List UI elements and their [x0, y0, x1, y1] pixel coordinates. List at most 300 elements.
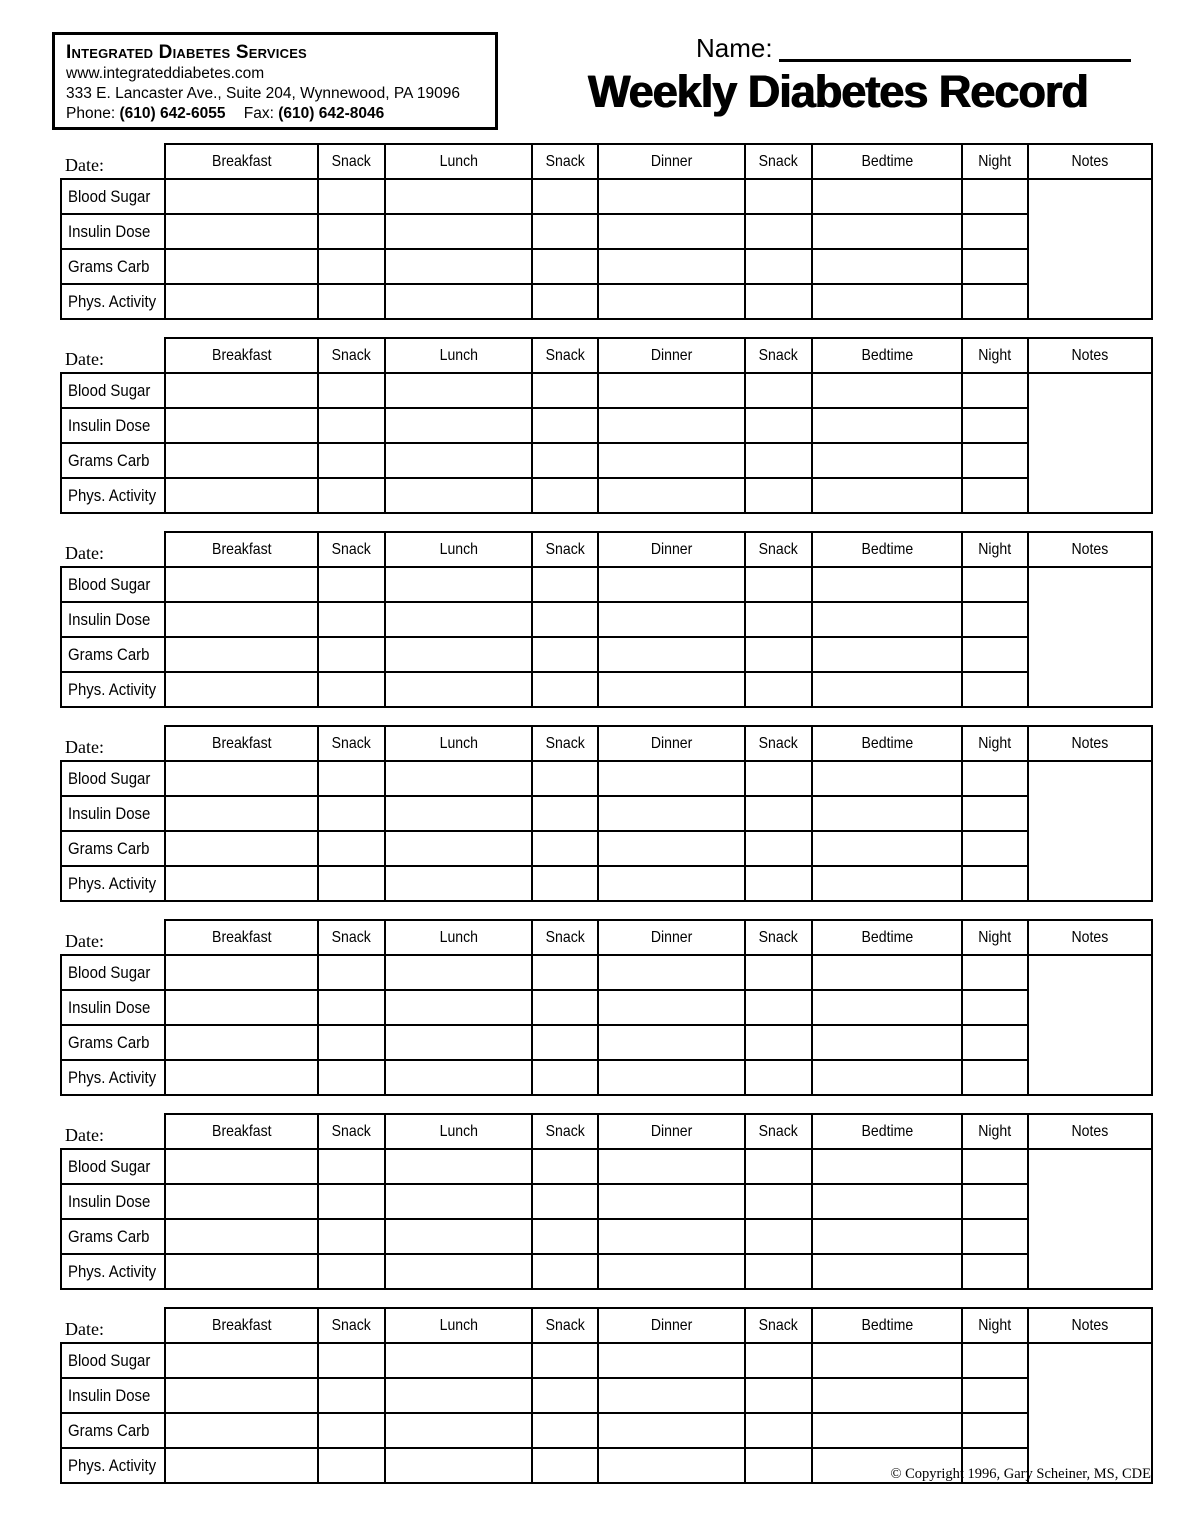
col-header-dinner: Dinner — [598, 726, 745, 761]
entry-cell-insulin-dose-snack-2[interactable] — [532, 796, 598, 831]
entry-cell-grams-carb-snack-3[interactable] — [745, 637, 812, 672]
entry-cell-blood-sugar-snack-1[interactable] — [318, 761, 385, 796]
entry-cell-grams-carb-dinner[interactable] — [598, 637, 745, 672]
col-header-night: Night — [962, 338, 1028, 373]
entry-cell-grams-carb-dinner[interactable] — [598, 1413, 745, 1448]
entry-cell-insulin-dose-dinner[interactable] — [598, 796, 745, 831]
day-record-table — [60, 143, 1153, 320]
entry-cell-phys-activity-breakfast[interactable] — [165, 478, 318, 513]
entry-cell-grams-carb-bedtime[interactable] — [812, 1025, 962, 1060]
row-label-insulin-dose: Insulin Dose — [61, 990, 165, 1025]
entry-cell-phys-activity-bedtime[interactable] — [812, 478, 962, 513]
col-header-breakfast: Breakfast — [165, 920, 318, 955]
entry-cell-insulin-dose-snack-3[interactable] — [745, 1184, 812, 1219]
col-header-lunch: Lunch — [385, 144, 532, 179]
entry-cell-phys-activity-breakfast[interactable] — [165, 866, 318, 901]
entry-cell-blood-sugar-dinner[interactable] — [598, 1343, 745, 1378]
entry-cell-grams-carb-night[interactable] — [962, 249, 1028, 284]
entry-cell-phys-activity-night[interactable] — [962, 478, 1028, 513]
entry-cell-insulin-dose-breakfast[interactable] — [165, 602, 318, 637]
entry-cell-blood-sugar-night[interactable] — [962, 567, 1028, 602]
entry-cell-phys-activity-night[interactable] — [962, 866, 1028, 901]
entry-cell-insulin-dose-bedtime[interactable] — [812, 408, 962, 443]
entry-cell-blood-sugar-snack-2[interactable] — [532, 1343, 598, 1378]
col-header-dinner: Dinner — [598, 920, 745, 955]
entry-cell-phys-activity-dinner[interactable] — [598, 478, 745, 513]
entry-cell-phys-activity-snack-1[interactable] — [318, 1060, 385, 1095]
entry-cell-blood-sugar-night[interactable] — [962, 955, 1028, 990]
entry-cell-insulin-dose-snack-1[interactable] — [318, 408, 385, 443]
notes-entry-cell[interactable] — [1028, 567, 1152, 707]
entry-cell-grams-carb-bedtime[interactable] — [812, 249, 962, 284]
entry-cell-grams-carb-breakfast[interactable] — [165, 1219, 318, 1254]
entry-cell-phys-activity-breakfast[interactable] — [165, 672, 318, 707]
entry-cell-blood-sugar-snack-1[interactable] — [318, 373, 385, 408]
entry-cell-phys-activity-night[interactable] — [962, 672, 1028, 707]
entry-cell-grams-carb-lunch[interactable] — [385, 1413, 532, 1448]
entry-cell-insulin-dose-snack-3[interactable] — [745, 796, 812, 831]
entry-cell-blood-sugar-snack-2[interactable] — [532, 955, 598, 990]
weekly-tables-container — [60, 143, 1151, 1501]
col-header-notes: Notes — [1028, 338, 1152, 373]
entry-cell-blood-sugar-bedtime[interactable] — [812, 1343, 962, 1378]
entry-cell-phys-activity-snack-3[interactable] — [745, 672, 812, 707]
phone-number: (610) 642-6055 — [119, 105, 226, 122]
entry-cell-phys-activity-snack-1[interactable] — [318, 478, 385, 513]
entry-cell-insulin-dose-night[interactable] — [962, 1184, 1028, 1219]
entry-cell-grams-carb-snack-2[interactable] — [532, 443, 598, 478]
entry-cell-grams-carb-night[interactable] — [962, 1219, 1028, 1254]
date-field[interactable] — [61, 1114, 165, 1149]
entry-cell-blood-sugar-night[interactable] — [962, 1149, 1028, 1184]
entry-cell-phys-activity-snack-1[interactable] — [318, 1254, 385, 1289]
entry-cell-blood-sugar-snack-3[interactable] — [745, 1343, 812, 1378]
entry-cell-insulin-dose-snack-1[interactable] — [318, 1378, 385, 1413]
col-header-snack-2: Snack — [532, 338, 598, 373]
entry-cell-grams-carb-night[interactable] — [962, 443, 1028, 478]
entry-cell-insulin-dose-dinner[interactable] — [598, 214, 745, 249]
entry-cell-grams-carb-snack-1[interactable] — [318, 443, 385, 478]
entry-cell-phys-activity-dinner[interactable] — [598, 1254, 745, 1289]
entry-cell-insulin-dose-bedtime[interactable] — [812, 796, 962, 831]
col-header-breakfast: Breakfast — [165, 726, 318, 761]
entry-cell-insulin-dose-breakfast[interactable] — [165, 408, 318, 443]
entry-cell-insulin-dose-bedtime[interactable] — [812, 602, 962, 637]
col-header-night: Night — [962, 920, 1028, 955]
entry-cell-insulin-dose-snack-1[interactable] — [318, 602, 385, 637]
row-label-blood-sugar: Blood Sugar — [61, 1343, 165, 1378]
entry-cell-insulin-dose-night[interactable] — [962, 990, 1028, 1025]
col-header-snack-2: Snack — [532, 920, 598, 955]
col-header-snack-2: Snack — [532, 144, 598, 179]
entry-cell-insulin-dose-bedtime[interactable] — [812, 990, 962, 1025]
entry-cell-insulin-dose-snack-2[interactable] — [532, 602, 598, 637]
entry-cell-grams-carb-bedtime[interactable] — [812, 1219, 962, 1254]
name-input-line[interactable] — [779, 35, 1131, 62]
entry-cell-phys-activity-snack-3[interactable] — [745, 1060, 812, 1095]
entry-cell-grams-carb-dinner[interactable] — [598, 443, 745, 478]
date-label: Date: — [65, 931, 104, 951]
entry-cell-insulin-dose-night[interactable] — [962, 214, 1028, 249]
entry-cell-grams-carb-dinner[interactable] — [598, 249, 745, 284]
entry-cell-phys-activity-bedtime[interactable] — [812, 284, 962, 319]
entry-cell-grams-carb-lunch[interactable] — [385, 637, 532, 672]
entry-cell-blood-sugar-dinner[interactable] — [598, 955, 745, 990]
entry-cell-insulin-dose-lunch[interactable] — [385, 1378, 532, 1413]
notes-entry-cell[interactable] — [1028, 373, 1152, 513]
date-field[interactable] — [61, 726, 165, 761]
entry-cell-grams-carb-bedtime[interactable] — [812, 1413, 962, 1448]
entry-cell-phys-activity-lunch[interactable] — [385, 284, 532, 319]
day-record-table — [60, 919, 1153, 1096]
entry-cell-blood-sugar-snack-3[interactable] — [745, 179, 812, 214]
entry-cell-blood-sugar-breakfast[interactable] — [165, 955, 318, 990]
entry-cell-grams-carb-lunch[interactable] — [385, 1025, 532, 1060]
entry-cell-phys-activity-lunch[interactable] — [385, 1060, 532, 1095]
clinic-info-box — [52, 32, 498, 130]
entry-cell-blood-sugar-snack-1[interactable] — [318, 1343, 385, 1378]
col-header-lunch: Lunch — [385, 338, 532, 373]
entry-cell-insulin-dose-snack-3[interactable] — [745, 1378, 812, 1413]
entry-cell-phys-activity-lunch[interactable] — [385, 672, 532, 707]
entry-cell-grams-carb-night[interactable] — [962, 1025, 1028, 1060]
entry-cell-insulin-dose-breakfast[interactable] — [165, 214, 318, 249]
entry-cell-grams-carb-lunch[interactable] — [385, 1219, 532, 1254]
entry-cell-phys-activity-night[interactable] — [962, 1060, 1028, 1095]
entry-cell-insulin-dose-night[interactable] — [962, 602, 1028, 637]
entry-cell-blood-sugar-snack-3[interactable] — [745, 567, 812, 602]
entry-cell-phys-activity-snack-2[interactable] — [532, 1060, 598, 1095]
entry-cell-blood-sugar-bedtime[interactable] — [812, 373, 962, 408]
row-label-phys-activity: Phys. Activity — [61, 866, 165, 901]
clinic-website: www.integrateddiabetes.com — [66, 65, 265, 82]
date-field[interactable] — [61, 338, 165, 373]
entry-cell-grams-carb-dinner[interactable] — [598, 831, 745, 866]
entry-cell-blood-sugar-breakfast[interactable] — [165, 1343, 318, 1378]
entry-cell-phys-activity-lunch[interactable] — [385, 1254, 532, 1289]
entry-cell-phys-activity-snack-2[interactable] — [532, 1254, 598, 1289]
entry-cell-insulin-dose-snack-1[interactable] — [318, 214, 385, 249]
date-field[interactable] — [61, 1308, 165, 1343]
entry-cell-phys-activity-bedtime[interactable] — [812, 866, 962, 901]
entry-cell-insulin-dose-snack-2[interactable] — [532, 1184, 598, 1219]
entry-cell-phys-activity-snack-3[interactable] — [745, 478, 812, 513]
col-header-snack-1: Snack — [318, 144, 385, 179]
entry-cell-grams-carb-dinner[interactable] — [598, 1025, 745, 1060]
entry-cell-insulin-dose-dinner[interactable] — [598, 408, 745, 443]
entry-cell-phys-activity-dinner[interactable] — [598, 1060, 745, 1095]
entry-cell-blood-sugar-breakfast[interactable] — [165, 373, 318, 408]
entry-cell-grams-carb-lunch[interactable] — [385, 443, 532, 478]
entry-cell-blood-sugar-night[interactable] — [962, 1343, 1028, 1378]
entry-cell-insulin-dose-night[interactable] — [962, 1378, 1028, 1413]
row-label-blood-sugar: Blood Sugar — [61, 373, 165, 408]
entry-cell-phys-activity-snack-3[interactable] — [745, 866, 812, 901]
entry-cell-blood-sugar-dinner[interactable] — [598, 1149, 745, 1184]
entry-cell-blood-sugar-breakfast[interactable] — [165, 179, 318, 214]
entry-cell-grams-carb-snack-3[interactable] — [745, 1413, 812, 1448]
entry-cell-phys-activity-breakfast[interactable] — [165, 284, 318, 319]
col-header-snack-3: Snack — [745, 1114, 812, 1149]
entry-cell-grams-carb-snack-2[interactable] — [532, 831, 598, 866]
page-title: Weekly Diabetes Record — [588, 66, 1088, 117]
entry-cell-insulin-dose-breakfast[interactable] — [165, 1184, 318, 1219]
entry-cell-blood-sugar-bedtime[interactable] — [812, 567, 962, 602]
row-label-grams-carb: Grams Carb — [61, 1219, 165, 1254]
entry-cell-blood-sugar-snack-3[interactable] — [745, 761, 812, 796]
entry-cell-grams-carb-breakfast[interactable] — [165, 831, 318, 866]
entry-cell-phys-activity-snack-1[interactable] — [318, 866, 385, 901]
entry-cell-grams-carb-breakfast[interactable] — [165, 443, 318, 478]
name-label: Name: — [696, 33, 773, 63]
row-label-grams-carb: Grams Carb — [61, 249, 165, 284]
row-label-phys-activity: Phys. Activity — [61, 478, 165, 513]
entry-cell-grams-carb-breakfast[interactable] — [165, 249, 318, 284]
entry-cell-insulin-dose-bedtime[interactable] — [812, 1184, 962, 1219]
entry-cell-phys-activity-snack-3[interactable] — [745, 1254, 812, 1289]
entry-cell-blood-sugar-snack-3[interactable] — [745, 955, 812, 990]
col-header-snack-1: Snack — [318, 338, 385, 373]
entry-cell-insulin-dose-dinner[interactable] — [598, 602, 745, 637]
clinic-name: Integrated Diabetes Services — [66, 42, 307, 63]
entry-cell-phys-activity-snack-1[interactable] — [318, 672, 385, 707]
entry-cell-blood-sugar-snack-2[interactable] — [532, 1149, 598, 1184]
date-field[interactable] — [61, 532, 165, 567]
entry-cell-phys-activity-snack-2[interactable] — [532, 284, 598, 319]
col-header-snack-1: Snack — [318, 1114, 385, 1149]
col-header-snack-1: Snack — [318, 920, 385, 955]
entry-cell-blood-sugar-snack-2[interactable] — [532, 761, 598, 796]
entry-cell-phys-activity-snack-2[interactable] — [532, 672, 598, 707]
entry-cell-blood-sugar-lunch[interactable] — [385, 179, 532, 214]
col-header-notes: Notes — [1028, 144, 1152, 179]
entry-cell-insulin-dose-lunch[interactable] — [385, 796, 532, 831]
entry-cell-phys-activity-lunch[interactable] — [385, 866, 532, 901]
entry-cell-phys-activity-night[interactable] — [962, 1254, 1028, 1289]
entry-cell-blood-sugar-snack-3[interactable] — [745, 1149, 812, 1184]
col-header-night: Night — [962, 1114, 1028, 1149]
entry-cell-grams-carb-snack-3[interactable] — [745, 443, 812, 478]
entry-cell-blood-sugar-lunch[interactable] — [385, 955, 532, 990]
row-label-grams-carb: Grams Carb — [61, 1413, 165, 1448]
entry-cell-grams-carb-bedtime[interactable] — [812, 831, 962, 866]
entry-cell-blood-sugar-night[interactable] — [962, 373, 1028, 408]
entry-cell-grams-carb-night[interactable] — [962, 1413, 1028, 1448]
notes-entry-cell[interactable] — [1028, 1149, 1152, 1289]
entry-cell-insulin-dose-night[interactable] — [962, 796, 1028, 831]
col-header-dinner: Dinner — [598, 532, 745, 567]
date-label: Date: — [65, 1125, 104, 1145]
notes-entry-cell[interactable] — [1028, 955, 1152, 1095]
entry-cell-blood-sugar-breakfast[interactable] — [165, 567, 318, 602]
entry-cell-phys-activity-bedtime[interactable] — [812, 1254, 962, 1289]
col-header-bedtime: Bedtime — [812, 1114, 962, 1149]
entry-cell-grams-carb-dinner[interactable] — [598, 1219, 745, 1254]
entry-cell-blood-sugar-lunch[interactable] — [385, 1149, 532, 1184]
row-label-phys-activity: Phys. Activity — [61, 1254, 165, 1289]
entry-cell-phys-activity-night[interactable] — [962, 284, 1028, 319]
entry-cell-insulin-dose-bedtime[interactable] — [812, 214, 962, 249]
entry-cell-phys-activity-breakfast[interactable] — [165, 1060, 318, 1095]
entry-cell-grams-carb-snack-3[interactable] — [745, 1025, 812, 1060]
col-header-snack-3: Snack — [745, 920, 812, 955]
entry-cell-blood-sugar-dinner[interactable] — [598, 761, 745, 796]
entry-cell-phys-activity-snack-2[interactable] — [532, 866, 598, 901]
entry-cell-blood-sugar-snack-2[interactable] — [532, 567, 598, 602]
entry-cell-blood-sugar-bedtime[interactable] — [812, 179, 962, 214]
entry-cell-blood-sugar-lunch[interactable] — [385, 1343, 532, 1378]
entry-cell-blood-sugar-night[interactable] — [962, 761, 1028, 796]
col-header-snack-3: Snack — [745, 726, 812, 761]
entry-cell-phys-activity-breakfast[interactable] — [165, 1254, 318, 1289]
entry-cell-insulin-dose-snack-3[interactable] — [745, 408, 812, 443]
entry-cell-phys-activity-dinner[interactable] — [598, 284, 745, 319]
col-header-lunch: Lunch — [385, 920, 532, 955]
col-header-dinner: Dinner — [598, 1308, 745, 1343]
entry-cell-blood-sugar-snack-2[interactable] — [532, 373, 598, 408]
entry-cell-blood-sugar-snack-2[interactable] — [532, 179, 598, 214]
col-header-snack-3: Snack — [745, 144, 812, 179]
date-label: Date: — [65, 737, 104, 757]
col-header-lunch: Lunch — [385, 1308, 532, 1343]
entry-cell-insulin-dose-lunch[interactable] — [385, 408, 532, 443]
entry-cell-grams-carb-snack-1[interactable] — [318, 1219, 385, 1254]
entry-cell-insulin-dose-snack-2[interactable] — [532, 408, 598, 443]
entry-cell-blood-sugar-breakfast[interactable] — [165, 1149, 318, 1184]
entry-cell-grams-carb-snack-1[interactable] — [318, 1025, 385, 1060]
entry-cell-insulin-dose-snack-3[interactable] — [745, 214, 812, 249]
entry-cell-grams-carb-night[interactable] — [962, 637, 1028, 672]
entry-cell-blood-sugar-snack-1[interactable] — [318, 179, 385, 214]
col-header-snack-2: Snack — [532, 1114, 598, 1149]
entry-cell-blood-sugar-lunch[interactable] — [385, 761, 532, 796]
entry-cell-grams-carb-snack-2[interactable] — [532, 1219, 598, 1254]
entry-cell-blood-sugar-bedtime[interactable] — [812, 1149, 962, 1184]
col-header-breakfast: Breakfast — [165, 1308, 318, 1343]
entry-cell-grams-carb-lunch[interactable] — [385, 831, 532, 866]
entry-cell-blood-sugar-snack-3[interactable] — [745, 373, 812, 408]
entry-cell-blood-sugar-snack-1[interactable] — [318, 955, 385, 990]
entry-cell-blood-sugar-lunch[interactable] — [385, 567, 532, 602]
entry-cell-insulin-dose-lunch[interactable] — [385, 990, 532, 1025]
entry-cell-insulin-dose-dinner[interactable] — [598, 1378, 745, 1413]
date-field[interactable] — [61, 144, 165, 179]
entry-cell-insulin-dose-lunch[interactable] — [385, 214, 532, 249]
entry-cell-insulin-dose-snack-3[interactable] — [745, 990, 812, 1025]
entry-cell-grams-carb-snack-3[interactable] — [745, 831, 812, 866]
entry-cell-insulin-dose-snack-1[interactable] — [318, 796, 385, 831]
entry-cell-blood-sugar-snack-1[interactable] — [318, 1149, 385, 1184]
col-header-dinner: Dinner — [598, 1114, 745, 1149]
entry-cell-insulin-dose-breakfast[interactable] — [165, 990, 318, 1025]
date-field[interactable] — [61, 920, 165, 955]
row-label-insulin-dose: Insulin Dose — [61, 408, 165, 443]
date-label: Date: — [65, 155, 104, 175]
col-header-snack-3: Snack — [745, 338, 812, 373]
entry-cell-insulin-dose-snack-2[interactable] — [532, 214, 598, 249]
entry-cell-blood-sugar-snack-1[interactable] — [318, 567, 385, 602]
entry-cell-grams-carb-snack-1[interactable] — [318, 1413, 385, 1448]
entry-cell-blood-sugar-dinner[interactable] — [598, 567, 745, 602]
date-label: Date: — [65, 1319, 104, 1339]
entry-cell-phys-activity-snack-2[interactable] — [532, 478, 598, 513]
entry-cell-grams-carb-bedtime[interactable] — [812, 637, 962, 672]
entry-cell-insulin-dose-snack-2[interactable] — [532, 990, 598, 1025]
entry-cell-blood-sugar-night[interactable] — [962, 179, 1028, 214]
entry-cell-grams-carb-breakfast[interactable] — [165, 637, 318, 672]
entry-cell-blood-sugar-bedtime[interactable] — [812, 761, 962, 796]
entry-cell-insulin-dose-dinner[interactable] — [598, 990, 745, 1025]
notes-entry-cell[interactable] — [1028, 179, 1152, 319]
row-label-grams-carb: Grams Carb — [61, 1025, 165, 1060]
entry-cell-insulin-dose-breakfast[interactable] — [165, 796, 318, 831]
entry-cell-insulin-dose-snack-2[interactable] — [532, 1378, 598, 1413]
entry-cell-blood-sugar-bedtime[interactable] — [812, 955, 962, 990]
entry-cell-phys-activity-dinner[interactable] — [598, 866, 745, 901]
entry-cell-blood-sugar-lunch[interactable] — [385, 373, 532, 408]
notes-entry-cell[interactable] — [1028, 1343, 1152, 1483]
entry-cell-phys-activity-lunch[interactable] — [385, 478, 532, 513]
entry-cell-phys-activity-dinner[interactable] — [598, 672, 745, 707]
entry-cell-grams-carb-bedtime[interactable] — [812, 443, 962, 478]
entry-cell-grams-carb-snack-2[interactable] — [532, 637, 598, 672]
row-label-blood-sugar: Blood Sugar — [61, 179, 165, 214]
col-header-bedtime: Bedtime — [812, 726, 962, 761]
col-header-night: Night — [962, 1308, 1028, 1343]
entry-cell-grams-carb-lunch[interactable] — [385, 249, 532, 284]
entry-cell-blood-sugar-breakfast[interactable] — [165, 761, 318, 796]
entry-cell-grams-carb-night[interactable] — [962, 831, 1028, 866]
entry-cell-phys-activity-bedtime[interactable] — [812, 672, 962, 707]
col-header-bedtime: Bedtime — [812, 532, 962, 567]
entry-cell-phys-activity-snack-3[interactable] — [745, 284, 812, 319]
row-label-insulin-dose: Insulin Dose — [61, 1184, 165, 1219]
entry-cell-insulin-dose-breakfast[interactable] — [165, 1378, 318, 1413]
entry-cell-insulin-dose-snack-1[interactable] — [318, 990, 385, 1025]
entry-cell-blood-sugar-dinner[interactable] — [598, 179, 745, 214]
entry-cell-insulin-dose-bedtime[interactable] — [812, 1378, 962, 1413]
notes-entry-cell[interactable] — [1028, 761, 1152, 901]
entry-cell-insulin-dose-snack-3[interactable] — [745, 602, 812, 637]
entry-cell-blood-sugar-dinner[interactable] — [598, 373, 745, 408]
col-header-notes: Notes — [1028, 1114, 1152, 1149]
col-header-lunch: Lunch — [385, 1114, 532, 1149]
entry-cell-grams-carb-snack-2[interactable] — [532, 1025, 598, 1060]
row-label-insulin-dose: Insulin Dose — [61, 1378, 165, 1413]
entry-cell-grams-carb-snack-3[interactable] — [745, 1219, 812, 1254]
entry-cell-insulin-dose-lunch[interactable] — [385, 1184, 532, 1219]
row-label-blood-sugar: Blood Sugar — [61, 761, 165, 796]
entry-cell-insulin-dose-snack-1[interactable] — [318, 1184, 385, 1219]
entry-cell-grams-carb-snack-1[interactable] — [318, 831, 385, 866]
entry-cell-insulin-dose-dinner[interactable] — [598, 1184, 745, 1219]
entry-cell-insulin-dose-lunch[interactable] — [385, 602, 532, 637]
entry-cell-grams-carb-breakfast[interactable] — [165, 1413, 318, 1448]
col-header-bedtime: Bedtime — [812, 1308, 962, 1343]
entry-cell-grams-carb-snack-3[interactable] — [745, 249, 812, 284]
entry-cell-grams-carb-breakfast[interactable] — [165, 1025, 318, 1060]
entry-cell-grams-carb-snack-2[interactable] — [532, 1413, 598, 1448]
entry-cell-grams-carb-snack-1[interactable] — [318, 637, 385, 672]
day-record-table — [60, 337, 1153, 514]
entry-cell-insulin-dose-night[interactable] — [962, 408, 1028, 443]
entry-cell-phys-activity-snack-1[interactable] — [318, 284, 385, 319]
entry-cell-grams-carb-snack-2[interactable] — [532, 249, 598, 284]
col-header-snack-3: Snack — [745, 532, 812, 567]
entry-cell-phys-activity-bedtime[interactable] — [812, 1060, 962, 1095]
entry-cell-grams-carb-snack-1[interactable] — [318, 249, 385, 284]
day-record-table — [60, 1113, 1153, 1290]
